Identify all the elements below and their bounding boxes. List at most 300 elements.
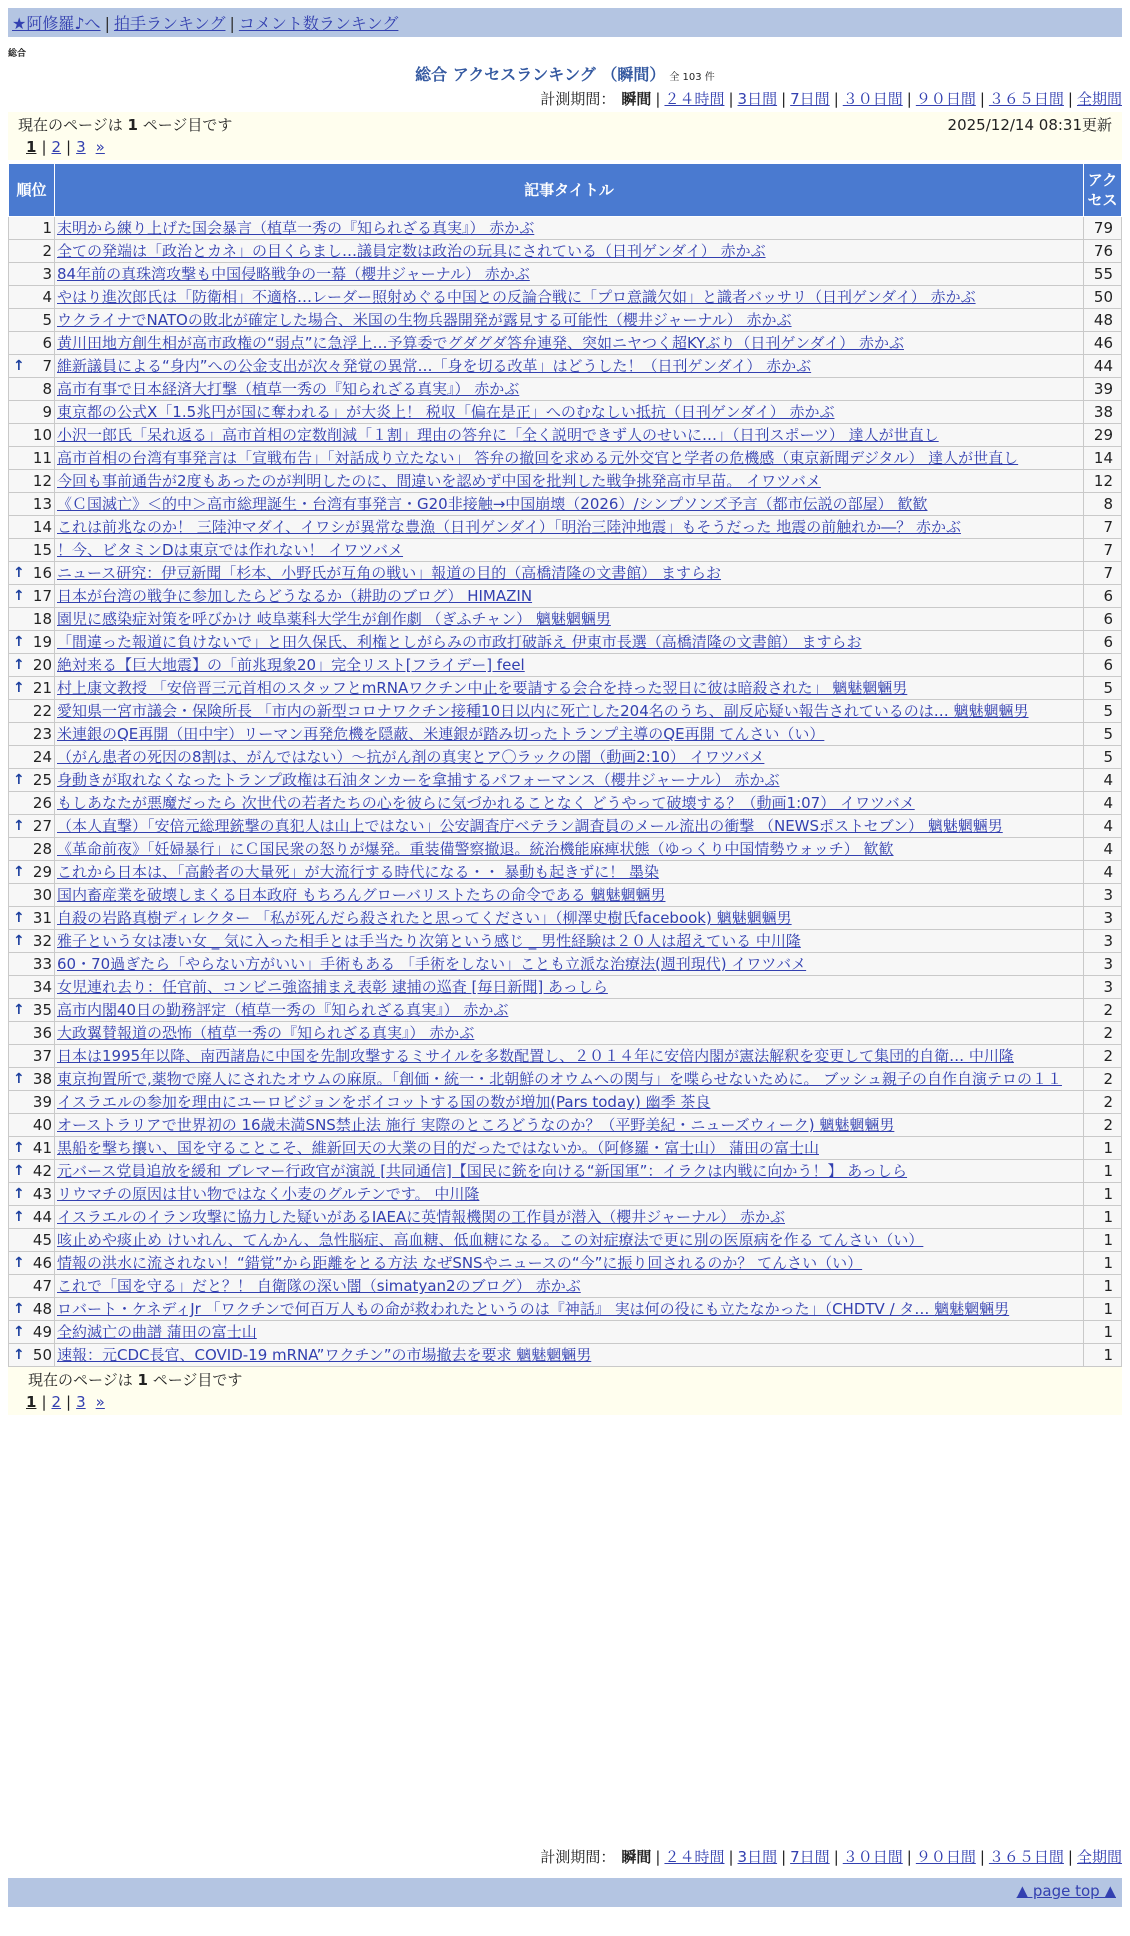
next-page-link[interactable]: »: [95, 1393, 105, 1411]
table-row: [9, 769, 1122, 792]
page-title: [0, 62, 1130, 85]
access-count: 44: [1084, 355, 1122, 378]
rank-up-arrow-icon: ↑: [13, 634, 25, 650]
article-link[interactable]: 小沢一郎氏「呆れ返る」高市首相の定数削減「１割」理由の答弁に「全く説明できず人のせいに…」（日刊スポーツ） 達人が世直し: [57, 426, 939, 444]
rank-number: 17: [32, 587, 52, 605]
access-count: 38: [1084, 401, 1122, 424]
table-row: [9, 930, 1122, 953]
access-count: 1: [1084, 1298, 1122, 1321]
rank-number: 38: [32, 1070, 52, 1088]
period-selector-bottom: 計測期間： 瞬間 | ２４時間 | 3日間 | 7日間 | ３０日間 | ９０日間 | ３６５日間 | 全期間: [540, 1848, 1122, 1866]
article-link[interactable]: 高市内閣40日の勤務評定（植草一秀の『知られざる真実』） 赤かぶ: [57, 1001, 509, 1019]
table-row: [9, 654, 1122, 677]
article-link[interactable]: 元バース党員追放を緩和 ブレマー行政官が演説 [共同通信]【国民に銃を向ける“新国軍”：イラクは内戦に向かう！】 あっしら: [57, 1162, 908, 1180]
title-cell: [55, 263, 1084, 286]
page-current: 1: [26, 138, 37, 156]
period-90d-link[interactable]: ９０日間: [915, 1848, 976, 1866]
rank-cell: [9, 585, 55, 608]
title-cell: [55, 424, 1084, 447]
rank-number: 23: [32, 725, 52, 743]
rank-cell: [9, 240, 55, 263]
article-link[interactable]: 黒船を撃ち攘い、国を守ることこそ、維新回天の大業の目的だったではないか。（阿修羅・富士山） 蒲田の富士山: [57, 1139, 819, 1157]
article-link[interactable]: 維新議員による“身内”への公金支出が次々発覚の異常…「身を切る改革」はどうした！（日刊ゲンダイ） 赤かぶ: [57, 357, 812, 375]
article-link[interactable]: 絶対来る【巨大地震】の「前兆現象20」完全リスト[フライデー] feel: [57, 656, 525, 674]
period-all-link[interactable]: 全期間: [1076, 90, 1122, 108]
period-all-link[interactable]: 全期間: [1076, 1848, 1122, 1866]
table-row: [9, 562, 1122, 585]
rank-number: 29: [32, 863, 52, 881]
title-cell: [55, 999, 1084, 1022]
article-link[interactable]: ！今、ビタミンDは東京では作れない！ イワツバメ: [57, 541, 404, 559]
access-count: 6: [1084, 585, 1122, 608]
ranking-table: [8, 163, 1122, 1367]
period-24h-link[interactable]: ２４時間: [664, 90, 725, 108]
table-row: [9, 700, 1122, 723]
article-link[interactable]: 身動きが取れなくなったトランプ政権は石油タンカーを拿捕するパフォーマンス（櫻井ジャーナル） 赤かぶ: [57, 771, 780, 789]
article-link[interactable]: リウマチの原因は甘い物ではなく小麦のグルテンです。 中川隆: [57, 1185, 480, 1203]
article-link[interactable]: イスラエルのイラン攻撃に協力した疑いがあるIAEAに英情報機関の工作員が潜入（櫻井ジャーナル） 赤かぶ: [57, 1208, 785, 1226]
article-link[interactable]: 黄川田地方創生相が高市政権の“弱点”に急浮上…予算委でグダグダ答弁連発、突如ニヤつく超KYぶり（日刊ゲンダイ） 赤かぶ: [57, 334, 904, 352]
title-cell: [55, 355, 1084, 378]
title-cell: [55, 1045, 1084, 1068]
rank-cell: [9, 562, 55, 585]
table-row: [9, 1091, 1122, 1114]
title-cell: [55, 700, 1084, 723]
table-row: [9, 1137, 1122, 1160]
title-cell: [55, 907, 1084, 930]
access-count: 50: [1084, 286, 1122, 309]
article-link[interactable]: （本人直撃）「安倍元総理銃撃の真犯人は山上ではない」公安調査庁ベテラン調査員のメール流出の衝撃 （NEWSポストセブン） 魑魅魍魎男: [57, 817, 1003, 835]
article-link[interactable]: オーストラリアで世界初の 16歳未満SNS禁止法 施行 実際のところどうなのか？（平野美紀・ニューズウィーク) 魑魅魍魎男: [57, 1116, 895, 1134]
rank-up-arrow-icon: ↑: [13, 864, 25, 880]
rank-number: 2: [42, 242, 52, 260]
rank-number: 30: [32, 886, 52, 904]
rank-number: 21: [32, 679, 52, 697]
rank-number: 26: [32, 794, 52, 812]
title-header: 記事タイトル: [55, 164, 1084, 217]
title-cell: [55, 309, 1084, 332]
rank-up-arrow-icon: ↑: [13, 1324, 25, 1340]
access-count: 7: [1084, 516, 1122, 539]
article-link[interactable]: 情報の洪水に流されない！“錯覚”から距離をとる方法 なぜSNSやニュースの“今”に振り回されるのか？ てんさい（い）: [57, 1254, 863, 1272]
access-count: 55: [1084, 263, 1122, 286]
table-row: [9, 516, 1122, 539]
access-count: 2: [1084, 1114, 1122, 1137]
table-row: [9, 838, 1122, 861]
period-label: 計測期間：: [540, 1848, 616, 1866]
rank-up-arrow-icon: ↑: [13, 933, 25, 949]
title-cell: [55, 677, 1084, 700]
rank-cell: [9, 1298, 55, 1321]
rank-up-arrow-icon: ↑: [13, 1002, 25, 1018]
access-count: 29: [1084, 424, 1122, 447]
period-label: 計測期間：: [540, 90, 616, 108]
rank-number: 4: [42, 288, 52, 306]
title-cell: [55, 240, 1084, 263]
table-row: [9, 332, 1122, 355]
article-link[interactable]: 大政翼賛報道の恐怖（植草一秀の『知られざる真実』） 赤かぶ: [57, 1024, 475, 1042]
table-row: [9, 1344, 1122, 1367]
article-link[interactable]: 60・70過ぎたら「やらない方がいい」手術もある 「手術をしない」ことも立派な治療法(週刊現代) イワツバメ: [57, 955, 807, 973]
access-count: 5: [1084, 723, 1122, 746]
rank-cell: [9, 700, 55, 723]
rank-number: 46: [32, 1254, 52, 1272]
rank-cell: [9, 1137, 55, 1160]
nav-separator: |: [104, 14, 110, 33]
title-cell: [55, 861, 1084, 884]
page-3-link[interactable]: 3: [76, 138, 86, 156]
table-row: [9, 631, 1122, 654]
rank-cell: [9, 976, 55, 999]
access-count: 1: [1084, 1229, 1122, 1252]
access-count: 1: [1084, 1206, 1122, 1229]
table-row: [9, 907, 1122, 930]
rank-number: 37: [32, 1047, 52, 1065]
pager-bottom: 現在のページは 1 ページ目です 1 | 2 | 3 »: [8, 1367, 1122, 1415]
rank-number: 1: [42, 219, 52, 237]
period-30d-link[interactable]: ３０日間: [842, 1848, 903, 1866]
rank-up-arrow-icon: ↑: [13, 1186, 25, 1202]
rank-number: 39: [32, 1093, 52, 1111]
access-count: 4: [1084, 838, 1122, 861]
rank-cell: [9, 516, 55, 539]
access-count: 3: [1084, 884, 1122, 907]
rank-cell: [9, 1091, 55, 1114]
rank-number: 41: [32, 1139, 52, 1157]
access-count: 5: [1084, 700, 1122, 723]
rank-number: 18: [32, 610, 52, 628]
article-link[interactable]: 国内畜産業を破壊しまくる日本政府 もちろんグローバリストたちの命令である 魑魅魍魎男: [57, 886, 666, 904]
access-count: 4: [1084, 861, 1122, 884]
title-cell: [55, 539, 1084, 562]
access-count: 2: [1084, 1045, 1122, 1068]
rank-up-arrow-icon: ↑: [13, 1071, 25, 1087]
table-row: [9, 1160, 1122, 1183]
section-label: 総合: [8, 49, 27, 59]
title-cell: [55, 1206, 1084, 1229]
rank-up-arrow-icon: ↑: [13, 588, 25, 604]
article-link[interactable]: 《Ｃ国滅亡》＜的中＞高市総理誕生・台湾有事発言・G20非接触→中国崩壊（2026）/シンプソンズ予言（都市伝説の部屋） 歓歓: [57, 495, 928, 513]
table-row: [9, 1022, 1122, 1045]
table-row: [9, 240, 1122, 263]
rank-up-arrow-icon: ↑: [13, 1255, 25, 1271]
ranking-title: 総合 アクセスランキング （瞬間）: [415, 65, 666, 84]
article-link[interactable]: 東京拘置所で,薬物で廃人にされたオウムの麻原。「創価・統一・北朝鮮のオウムへの関与」を喋らせないために。 ブッシュ親子の自作自演テロの１１: [57, 1070, 1062, 1088]
title-cell: [55, 723, 1084, 746]
rank-cell: [9, 677, 55, 700]
rank-number: 14: [32, 518, 52, 536]
article-link[interactable]: 速報：元CDC長官、COVID-19 mRNA”ワクチン”の市場撤去を要求 魑魅魍魎男: [57, 1346, 592, 1364]
rank-cell: [9, 654, 55, 677]
page-top-link[interactable]: ▲ page top ▲: [1016, 1882, 1116, 1900]
period-current: 瞬間: [621, 1848, 652, 1866]
rank-cell: [9, 1344, 55, 1367]
article-link[interactable]: 末明から練り上げた国会暴言（植草一秀の『知られざる真実』） 赤かぶ: [57, 219, 535, 237]
table-row: [9, 815, 1122, 838]
title-cell: [55, 930, 1084, 953]
rank-number: 32: [32, 932, 52, 950]
rank-number: 31: [32, 909, 52, 927]
rank-cell: [9, 608, 55, 631]
article-link[interactable]: 園児に感染症対策を呼びかけ 岐阜薬科大学生が創作劇 （ぎふチャン） 魑魅魍魎男: [57, 610, 611, 628]
access-count: 76: [1084, 240, 1122, 263]
rank-number: 36: [32, 1024, 52, 1042]
period-3d-link[interactable]: 3日間: [737, 1848, 778, 1866]
title-cell: [55, 792, 1084, 815]
article-link[interactable]: 全約滅亡の曲譜 蒲田の富士山: [57, 1323, 257, 1341]
access-count: 6: [1084, 654, 1122, 677]
article-link[interactable]: 東京都の公式X「1.5兆円が国に奪われる」が大炎上！ 税収「偏在是正」へのむなしい抵抗（日刊ゲンダイ） 赤かぶ: [57, 403, 835, 421]
title-cell: [55, 1229, 1084, 1252]
table-row: [9, 539, 1122, 562]
rank-cell: [9, 1321, 55, 1344]
article-link[interactable]: ニュース研究：伊豆新聞「杉本、小野氏が互角の戦い」報道の目的（高橋清隆の文書館） ますらお: [57, 564, 722, 582]
title-cell: [55, 1114, 1084, 1137]
period-365d-link[interactable]: ３６５日間: [988, 90, 1064, 108]
period-24h-link[interactable]: ２４時間: [664, 1848, 725, 1866]
access-count: 14: [1084, 447, 1122, 470]
rank-number: 48: [32, 1300, 52, 1318]
title-cell: [55, 1298, 1084, 1321]
access-count: 2: [1084, 1068, 1122, 1091]
top-nav-bar: [8, 8, 1122, 37]
table-row: [9, 1206, 1122, 1229]
article-link[interactable]: 自殺の岩路真樹ディレクター 「私が死んだら殺されたと思ってください」（柳澤史樹氏facebook) 魑魅魍魎男: [57, 909, 792, 927]
rank-cell: [9, 1275, 55, 1298]
table-row: [9, 1183, 1122, 1206]
title-cell: [55, 493, 1084, 516]
rank-cell: [9, 217, 55, 240]
rank-cell: [9, 930, 55, 953]
rank-up-arrow-icon: ↑: [13, 680, 25, 696]
rank-up-arrow-icon: ↑: [13, 1163, 25, 1179]
table-row: [9, 263, 1122, 286]
article-link[interactable]: 今回も事前通告が2度もあったのが判明したのに、間違いを認めず中国を批判した戦争挑発高市早苗。 イワツバメ: [57, 472, 821, 490]
article-link[interactable]: 全ての発端は「政治とカネ」の目くらまし…議員定数は政治の玩具にされている（日刊ゲンダイ） 赤かぶ: [57, 242, 766, 260]
rank-number: 12: [32, 472, 52, 490]
title-cell: [55, 1022, 1084, 1045]
rank-cell: [9, 953, 55, 976]
rank-number: 47: [32, 1277, 52, 1295]
page-status: 現在のページは 1 ページ目です: [18, 116, 233, 134]
rank-number: 11: [32, 449, 52, 467]
rank-cell: [9, 884, 55, 907]
page-status: 現在のページは 1 ページ目です: [28, 1371, 243, 1389]
table-row: [9, 378, 1122, 401]
article-link[interactable]: 咳止めや痰止め けいれん、てんかん、急性脳症、高血糖、低血糖になる。この対症療法で更に別の医原病を作る てんさい（い）: [57, 1231, 924, 1249]
applause-ranking-link[interactable]: 拍手ランキング: [113, 14, 226, 33]
article-link[interactable]: 《革命前夜》「妊婦暴行」にＣ国民衆の怒りが爆発。重装備警察撤退。統治機能麻痺状態（ゆっくり中国情勢ウォッチ） 歓歓: [57, 840, 894, 858]
period-30d-link[interactable]: ３０日間: [842, 90, 903, 108]
rank-number: 44: [32, 1208, 52, 1226]
access-count: 39: [1084, 378, 1122, 401]
title-cell: [55, 1321, 1084, 1344]
rank-number: 27: [32, 817, 52, 835]
next-page-link[interactable]: »: [95, 138, 105, 156]
article-link[interactable]: これは前兆なのか！ 三陸沖マダイ、イワシが異常な豊漁（日刊ゲンダイ）「明治三陸沖地震」もそうだった 地震の前触れか―？ 赤かぶ: [57, 518, 961, 536]
table-row: [9, 1229, 1122, 1252]
rank-number: 28: [32, 840, 52, 858]
article-link[interactable]: やはり進次郎氏は「防衛相」不適格…レーダー照射めぐる中国との反論合戦に「プロ意識欠如」と識者バッサリ（日刊ゲンダイ） 赤かぶ: [57, 288, 976, 306]
title-cell: [55, 815, 1084, 838]
rank-cell: [9, 286, 55, 309]
rank-cell: [9, 355, 55, 378]
rank-number: 16: [32, 564, 52, 582]
table-row: [9, 1275, 1122, 1298]
rank-up-arrow-icon: ↑: [13, 1347, 25, 1363]
table-row: [9, 953, 1122, 976]
access-count: 2: [1084, 999, 1122, 1022]
rank-cell: [9, 1114, 55, 1137]
period-365d-link[interactable]: ３６５日間: [988, 1848, 1064, 1866]
article-link[interactable]: イスラエルの参加を理由にユーロビジョンをボイコットする国の数が増加(Pars today) 幽季 茶良: [57, 1093, 711, 1111]
access-count: 5: [1084, 677, 1122, 700]
rank-number: 19: [32, 633, 52, 651]
title-cell: [55, 838, 1084, 861]
article-link[interactable]: 高市首相の台湾有事発言は「宣戦布告」「対話成り立たない」 答弁の撤回を求める元外交官と学者の危機感（東京新聞デジタル） 達人が世直し: [57, 449, 1019, 467]
period-selector-top: 計測期間： 瞬間 | ２４時間 | 3日間 | 7日間 | ３０日間 | ９０日間 | ３６５日間 | 全期間: [540, 90, 1122, 108]
rank-number: 10: [32, 426, 52, 444]
rank-cell: [9, 723, 55, 746]
period-current: 瞬間: [621, 90, 652, 108]
table-row: [9, 1298, 1122, 1321]
rank-cell: [9, 769, 55, 792]
comment-ranking-link[interactable]: コメント数ランキング: [238, 14, 399, 33]
article-link[interactable]: 雅子という女は凄い女 _ 気に入った相手とは手当たり次第という感じ _ 男性経験は２０人は超えている 中川隆: [57, 932, 801, 950]
access-count: 2: [1084, 1091, 1122, 1114]
table-row: [9, 723, 1122, 746]
rank-number: 35: [32, 1001, 52, 1019]
access-count: 79: [1084, 217, 1122, 240]
rank-number: 50: [32, 1346, 52, 1364]
article-link[interactable]: ウクライナでNATOの敗北が確定した場合、米国の生物兵器開発が露見する可能性（櫻井ジャーナル） 赤かぶ: [57, 311, 792, 329]
title-cell: [55, 516, 1084, 539]
rank-cell: [9, 838, 55, 861]
article-link[interactable]: 女児連れ去り：任官前、コンビニ強盗捕まえ表彰 逮捕の巡査 [毎日新聞] あっしら: [57, 978, 608, 996]
table-row: [9, 1045, 1122, 1068]
rank-number: 13: [32, 495, 52, 513]
rank-number: 3: [42, 265, 52, 283]
rank-up-arrow-icon: ↑: [13, 358, 25, 374]
article-link[interactable]: これから日本は、「高齢者の大量死」が大流行する時代になる・・ 暴動も起きずに！ 墨染: [57, 863, 660, 881]
updated-timestamp: 2025/12/14 08:31更新: [947, 116, 1112, 134]
access-count: 1: [1084, 1252, 1122, 1275]
rank-number: 9: [42, 403, 52, 421]
page-2-link[interactable]: 2: [51, 1393, 62, 1411]
table-row: [9, 1114, 1122, 1137]
title-cell: [55, 286, 1084, 309]
access-count: 7: [1084, 562, 1122, 585]
access-count: 3: [1084, 953, 1122, 976]
table-row: [9, 217, 1122, 240]
period-7d-link[interactable]: 7日間: [790, 1848, 830, 1866]
rank-number: 22: [32, 702, 52, 720]
rank-number: 40: [32, 1116, 52, 1134]
rank-cell: [9, 907, 55, 930]
rank-cell: [9, 746, 55, 769]
title-cell: [55, 401, 1084, 424]
title-cell: [55, 953, 1084, 976]
title-cell: [55, 1068, 1084, 1091]
rank-cell: [9, 470, 55, 493]
title-cell: [55, 1252, 1084, 1275]
rank-number: 45: [32, 1231, 52, 1249]
rank-up-arrow-icon: ↑: [13, 1301, 25, 1317]
nav-separator: |: [229, 14, 235, 33]
access-count: 6: [1084, 608, 1122, 631]
title-cell: [55, 608, 1084, 631]
rank-number: 7: [42, 357, 52, 375]
rank-number: 25: [32, 771, 52, 789]
article-link[interactable]: 84年前の真珠湾攻撃も中国侵略戦争の一幕（櫻井ジャーナル） 赤かぶ: [57, 265, 530, 283]
title-cell: [55, 562, 1084, 585]
access-count: 1: [1084, 1275, 1122, 1298]
rank-header: 順位: [9, 164, 55, 217]
article-link[interactable]: もしあなたが悪魔だったら 次世代の若者たちの心を彼らに気づかれることなく どうやって破壊する？（動画1:07） イワツバメ: [57, 794, 915, 812]
table-row: [9, 677, 1122, 700]
article-link[interactable]: 「間違った報道に負けないで」と田久保氏、利権としがらみの市政打破訴え 伊東市長選（高橋清隆の文書館） ますらお: [57, 633, 862, 651]
title-cell: [55, 631, 1084, 654]
article-link[interactable]: （がん患者の死因の8割は、がんではない）～抗がん剤の真実とア〇ラックの闇（動画2:10） イワツバメ: [57, 748, 765, 766]
asyura-home-link[interactable]: ★阿修羅♪へ: [12, 14, 101, 33]
rank-cell: [9, 309, 55, 332]
table-row: [9, 493, 1122, 516]
rank-cell: [9, 999, 55, 1022]
article-link[interactable]: 日本は1995年以降、南西諸島に中国を先制攻撃するミサイルを多数配置し、２０１４年に安倍内閣が憲法解釈を変更して集団的自衛… 中川隆: [57, 1047, 1014, 1065]
rank-cell: [9, 539, 55, 562]
article-link[interactable]: これで「国を守る」だと？！ 自衛隊の深い闇（simatyan2のブログ） 赤かぶ: [57, 1277, 581, 1295]
table-row: [9, 286, 1122, 309]
title-cell: [55, 976, 1084, 999]
period-3d-link[interactable]: 3日間: [737, 90, 778, 108]
access-count: 6: [1084, 631, 1122, 654]
article-link[interactable]: 愛知県一宮市議会・保険所長 「市内の新型コロナワクチン接種10日以内に死亡した204名のうち、副反応疑い報告されているのは… 魑魅魍魎男: [57, 702, 1029, 720]
page-3-link[interactable]: 3: [76, 1393, 86, 1411]
table-row: [9, 999, 1122, 1022]
access-count: 1: [1084, 1183, 1122, 1206]
access-count: 8: [1084, 493, 1122, 516]
title-cell: [55, 1091, 1084, 1114]
title-cell: [55, 378, 1084, 401]
rank-number: 5: [42, 311, 52, 329]
rank-cell: [9, 1229, 55, 1252]
rank-cell: [9, 332, 55, 355]
rank-up-arrow-icon: ↑: [13, 565, 25, 581]
article-link[interactable]: 日本が台湾の戦争に参加したらどうなるか（耕助のブログ） HIMAZIN: [57, 587, 533, 605]
rank-up-arrow-icon: ↑: [13, 657, 25, 673]
access-count: 1: [1084, 1344, 1122, 1367]
title-cell: [55, 1160, 1084, 1183]
article-link[interactable]: 高市有事で日本経済大打撃（植草一秀の『知られざる真実』） 赤かぶ: [57, 380, 520, 398]
period-7d-link[interactable]: 7日間: [790, 90, 830, 108]
rank-cell: [9, 263, 55, 286]
rank-cell: [9, 493, 55, 516]
period-90d-link[interactable]: ９０日間: [915, 90, 976, 108]
table-row: [9, 447, 1122, 470]
table-row: [9, 401, 1122, 424]
article-link[interactable]: 村上康文教授 「安倍晋三元首相のスタッフとmRNAワクチン中止を要請する会合を持った翌日に彼は暗殺された」 魑魅魍魎男: [57, 679, 908, 697]
rank-up-arrow-icon: ↑: [13, 1140, 25, 1156]
table-row: [9, 976, 1122, 999]
title-cell: [55, 769, 1084, 792]
article-link[interactable]: ロバート・ケネディJr 「ワクチンで何百万人もの命が救われたというのは『神話』 実は何の役にも立たなかった」（CHDTV / タ… 魑魅魍魎男: [57, 1300, 1010, 1318]
page-2-link[interactable]: 2: [51, 138, 62, 156]
table-row: [9, 1252, 1122, 1275]
rank-number: 42: [32, 1162, 52, 1180]
article-link[interactable]: 米連銀のQE再開（田中宇）リーマン再発危機を隠蔽、米連銀が踏み切ったトランプ主導のQE再開 てんさい（い）: [57, 725, 825, 743]
rank-number: 49: [32, 1323, 52, 1341]
table-row: [9, 585, 1122, 608]
